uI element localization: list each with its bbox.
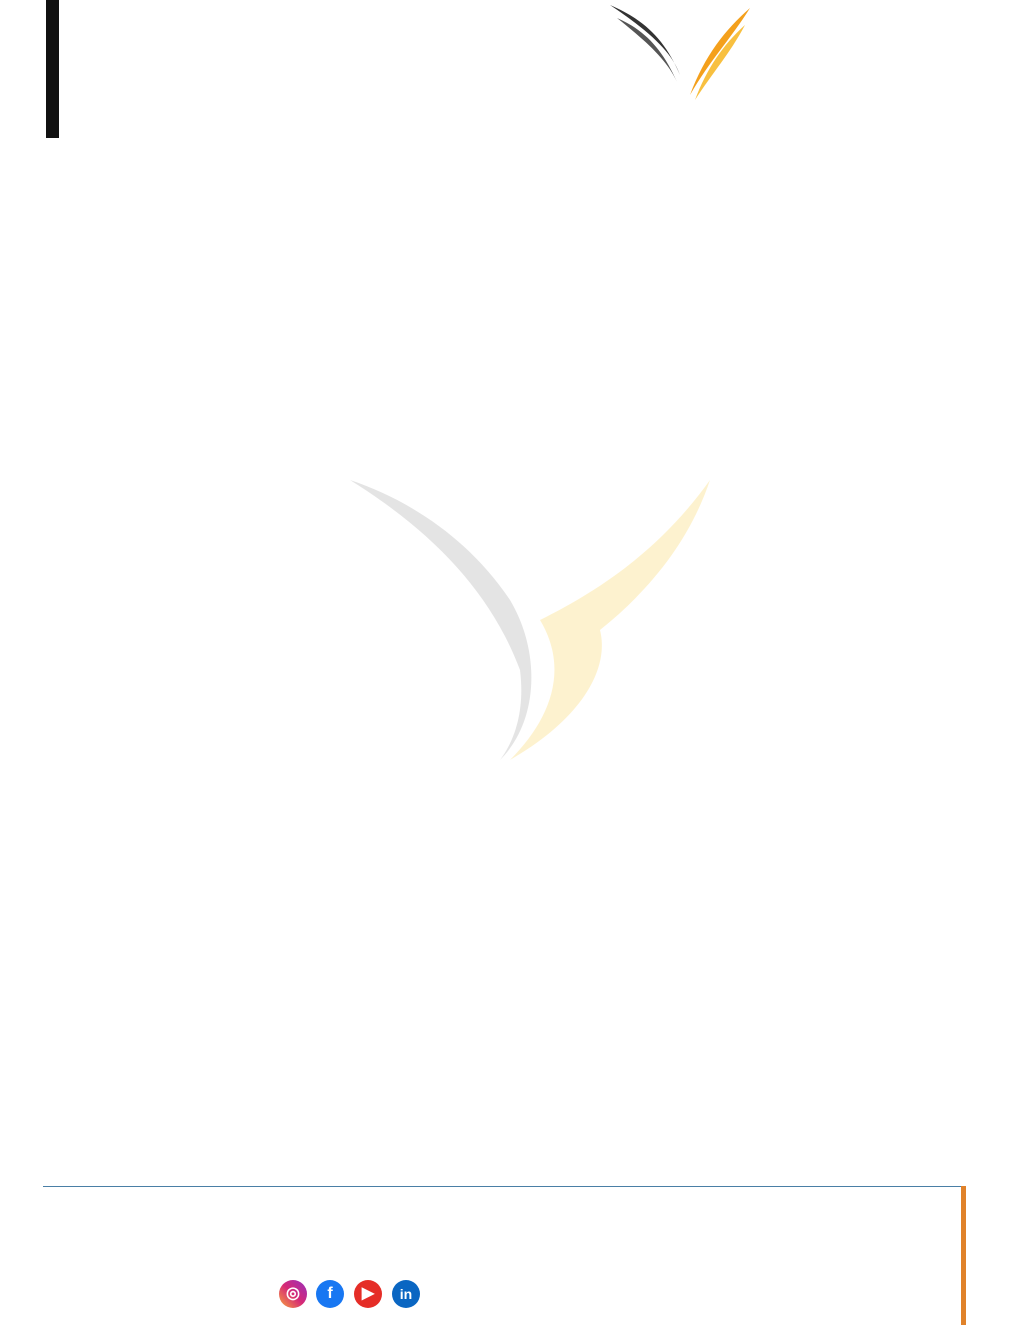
youtube-icon[interactable]: ▶: [354, 1280, 382, 1308]
right-accent-bar: [961, 1186, 966, 1325]
watermark-bird-icon: [340, 470, 730, 770]
linkedin-icon[interactable]: in: [392, 1280, 420, 1308]
left-accent-bar: [46, 0, 59, 138]
footer-divider: [43, 1186, 963, 1187]
facebook-icon[interactable]: f: [316, 1280, 344, 1308]
vcube-logo-icon: [605, 0, 875, 140]
instagram-icon[interactable]: ◎: [279, 1280, 307, 1308]
